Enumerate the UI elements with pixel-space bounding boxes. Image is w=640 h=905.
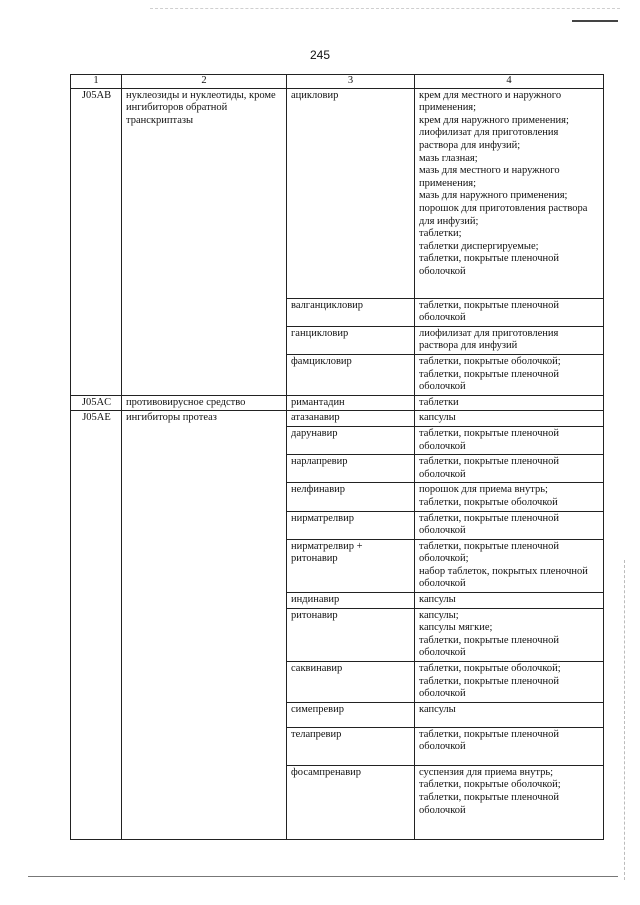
drug-name-cell: нирматрелвир + ритонавир xyxy=(287,539,415,592)
dosage-forms-cell xyxy=(415,298,604,326)
dosage-forms-cell xyxy=(415,593,604,609)
dosage-form: таблетки, покрытые пленочной оболочкой xyxy=(419,792,560,816)
dosage-form: таблетки, покрытые пленочной оболочкой xyxy=(419,368,560,393)
drug-name-cell: ганцикловир xyxy=(287,326,415,354)
dosage-form: таблетки xyxy=(419,396,459,408)
column-header: 3 xyxy=(287,75,415,89)
scan-artifact-top xyxy=(150,8,620,10)
table-row xyxy=(71,395,604,411)
header-row xyxy=(71,75,604,89)
dosage-forms-cell xyxy=(415,727,604,765)
column-header: 1 xyxy=(71,75,122,89)
dosage-forms-cell xyxy=(415,88,604,298)
scan-artifact-edge xyxy=(624,560,626,880)
drug-name-cell: римантадин xyxy=(287,395,415,411)
drug-name-cell: ритонавир xyxy=(287,608,415,661)
dosage-form: таблетки диспергируемые; xyxy=(419,240,539,252)
dosage-form: таблетки, покрытые пленочной оболочкой xyxy=(419,427,560,452)
column-header: 2 xyxy=(122,75,287,89)
table-row xyxy=(71,88,604,298)
group-name-cell: противовирусное средство xyxy=(122,395,287,411)
dosage-form: порошок для приема внутрь; xyxy=(419,484,548,496)
table-row xyxy=(71,411,604,427)
dosage-form: капсулы xyxy=(419,412,456,424)
dosage-forms-cell xyxy=(415,662,604,703)
drug-name-cell: фосампренавир xyxy=(287,765,415,839)
drug-name-cell: нелфинавир xyxy=(287,483,415,511)
atc-code-cell: J05AB xyxy=(71,88,122,395)
scan-artifact-mark xyxy=(572,20,618,22)
dosage-form: мазь глазная; xyxy=(419,152,478,164)
dosage-form: таблетки, покрытые пленочной оболочкой xyxy=(419,728,560,753)
column-header: 4 xyxy=(415,75,604,89)
dosage-form: капсулы xyxy=(419,703,456,715)
dosage-form: мазь для местного и наружного применения; xyxy=(419,165,560,189)
scan-artifact-bottom xyxy=(28,876,618,878)
dosage-form: капсулы; xyxy=(419,609,459,621)
dosage-form: таблетки, покрытые пленочной оболочкой xyxy=(419,456,560,480)
dosage-form: таблетки, покрытые пленочной оболочкой xyxy=(419,675,560,700)
dosage-form: таблетки, покрытые пленочной оболочкой xyxy=(419,253,560,277)
dosage-form: набор таблеток, покрытых пленочной оболочкой xyxy=(419,565,588,590)
dosage-form: порошок для приготовления раствора для инфузий; xyxy=(419,202,588,227)
drug-table xyxy=(70,74,604,840)
group-name-cell: ингибиторы протеаз xyxy=(122,411,287,839)
atc-code-cell: J05AC xyxy=(71,395,122,411)
dosage-forms-cell xyxy=(415,426,604,454)
dosage-form: таблетки, покрытые пленочной оболочкой xyxy=(419,512,560,537)
drug-name-cell: нарлапревир xyxy=(287,455,415,483)
dosage-form: мазь для наружного применения; xyxy=(419,190,568,202)
drug-name-cell: телапревир xyxy=(287,727,415,765)
drug-name-cell: симепревир xyxy=(287,702,415,727)
dosage-form: таблетки, покрытые пленочной оболочкой xyxy=(419,634,560,659)
page-number: 245 xyxy=(309,48,331,62)
dosage-form: таблетки, покрытые пленочной оболочкой; xyxy=(419,540,560,565)
dosage-form: таблетки, покрытые оболочкой xyxy=(419,496,558,508)
dosage-forms-cell xyxy=(415,765,604,839)
drug-name-cell: саквинавир xyxy=(287,662,415,703)
dosage-form: таблетки, покрытые оболочкой; xyxy=(419,663,561,675)
dosage-form: крем для наружного применения; xyxy=(419,114,569,126)
dosage-form: капсулы xyxy=(419,594,456,606)
drug-name-cell: атазанавир xyxy=(287,411,415,427)
dosage-form: суспензия для приема внутрь; xyxy=(419,766,554,778)
dosage-form: таблетки; xyxy=(419,228,462,240)
dosage-form: капсулы мягкие; xyxy=(419,622,493,634)
dosage-forms-cell xyxy=(415,539,604,592)
dosage-forms-cell xyxy=(415,455,604,483)
dosage-forms-cell xyxy=(415,411,604,427)
table-body xyxy=(71,88,604,839)
dosage-form: лиофилизат для приготовления раствора для инфузий xyxy=(419,327,559,352)
dosage-forms-cell xyxy=(415,483,604,511)
dosage-forms-cell xyxy=(415,354,604,395)
drug-name-cell: валганцикловир xyxy=(287,298,415,326)
dosage-forms-cell xyxy=(415,608,604,661)
drug-name-cell: дарунавир xyxy=(287,426,415,454)
dosage-forms-cell xyxy=(415,395,604,411)
dosage-forms-cell xyxy=(415,326,604,354)
drug-name-cell: ацикловир xyxy=(287,88,415,298)
drug-name-cell: нирматрелвир xyxy=(287,511,415,539)
dosage-forms-cell xyxy=(415,511,604,539)
dosage-form: таблетки, покрытые оболочкой; xyxy=(419,355,561,367)
atc-code-cell: J05AE xyxy=(71,411,122,839)
dosage-form: таблетки, покрытые оболочкой; xyxy=(419,779,561,791)
dosage-form: крем для местного и наружного применения; xyxy=(419,89,562,114)
drug-name-cell: фамцикловир xyxy=(287,354,415,395)
dosage-form: таблетки, покрытые пленочной оболочкой xyxy=(419,299,560,324)
drug-name-cell: индинавир xyxy=(287,593,415,609)
dosage-forms-cell xyxy=(415,702,604,727)
group-name-cell: нуклеозиды и нуклеотиды, кроме ингибиторов обратной транскриптазы xyxy=(122,88,287,395)
dosage-form: лиофилизат для приготовления раствора для инфузий; xyxy=(419,127,559,151)
